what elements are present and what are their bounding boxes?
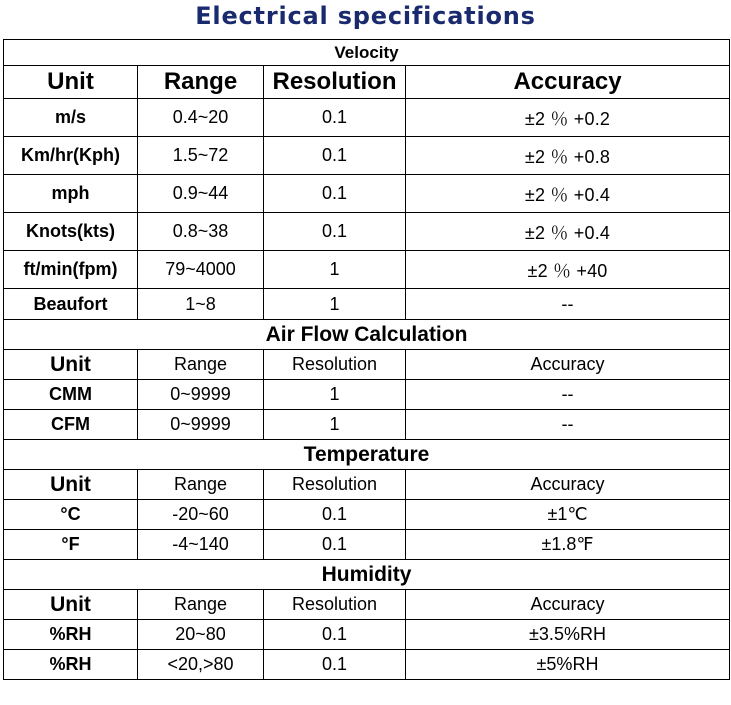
resolution-header: Resolution [264, 350, 406, 380]
table-row [4, 251, 730, 289]
accuracy-cell: ±2 ％ +0.4 [406, 175, 730, 213]
unit-header: Unit [4, 590, 138, 620]
resolution-cell: 0.1 [264, 650, 406, 680]
range-header: Range [138, 470, 264, 500]
table-row [4, 289, 730, 320]
range-cell: 0.4~20 [138, 99, 264, 137]
accuracy-cell: -- [406, 410, 730, 440]
resolution-cell: 1 [264, 410, 406, 440]
header-row [4, 590, 730, 620]
unit-cell: Beaufort [4, 289, 138, 320]
section-title: Humidity [4, 560, 730, 590]
range-cell: -20~60 [138, 500, 264, 530]
table-row [4, 530, 730, 560]
accuracy-cell: -- [406, 289, 730, 320]
section-velocity [4, 40, 730, 66]
range-header: Range [138, 590, 264, 620]
unit-cell: CMM [4, 380, 138, 410]
resolution-cell: 0.1 [264, 620, 406, 650]
section-humidity [4, 560, 730, 590]
accuracy-cell: ±2 ％ +0.2 [406, 99, 730, 137]
range-header: Range [138, 66, 264, 99]
unit-cell: Km/hr(Kph) [4, 137, 138, 175]
accuracy-header: Accuracy [406, 66, 730, 99]
accuracy-header: Accuracy [406, 350, 730, 380]
table-row [4, 620, 730, 650]
section-temperature [4, 440, 730, 470]
range-cell: <20,>80 [138, 650, 264, 680]
unit-cell: %RH [4, 620, 138, 650]
table-row [4, 380, 730, 410]
unit-cell: ft/min(fpm) [4, 251, 138, 289]
range-cell: 20~80 [138, 620, 264, 650]
table-row [4, 99, 730, 137]
resolution-cell: 1 [264, 380, 406, 410]
range-cell: 1.5~72 [138, 137, 264, 175]
table-row [4, 500, 730, 530]
accuracy-cell: ±2 ％ +40 [406, 251, 730, 289]
page-title: Electrical specifications [195, 2, 536, 30]
resolution-header: Resolution [264, 470, 406, 500]
unit-cell: °C [4, 500, 138, 530]
resolution-cell: 1 [264, 289, 406, 320]
header-row [4, 66, 730, 99]
section-air-flow [4, 320, 730, 350]
unit-header: Unit [4, 350, 138, 380]
range-cell: -4~140 [138, 530, 264, 560]
unit-cell: %RH [4, 650, 138, 680]
table-row [4, 137, 730, 175]
table-row [4, 175, 730, 213]
accuracy-header: Accuracy [406, 590, 730, 620]
unit-header: Unit [4, 66, 138, 99]
section-title: Velocity [4, 40, 730, 66]
resolution-cell: 0.1 [264, 175, 406, 213]
resolution-cell: 0.1 [264, 137, 406, 175]
unit-cell: mph [4, 175, 138, 213]
header-row [4, 470, 730, 500]
resolution-cell: 0.1 [264, 530, 406, 560]
accuracy-cell: ±5%RH [406, 650, 730, 680]
table-row [4, 410, 730, 440]
section-title: Temperature [4, 440, 730, 470]
accuracy-cell: ±1℃ [406, 500, 730, 530]
unit-cell: CFM [4, 410, 138, 440]
header-row [4, 350, 730, 380]
resolution-cell: 0.1 [264, 99, 406, 137]
specifications-table [3, 39, 730, 680]
range-cell: 0~9999 [138, 380, 264, 410]
resolution-header: Resolution [264, 66, 406, 99]
range-cell: 1~8 [138, 289, 264, 320]
table-row [4, 213, 730, 251]
accuracy-cell: ±2 ％ +0.4 [406, 213, 730, 251]
resolution-cell: 0.1 [264, 500, 406, 530]
resolution-cell: 0.1 [264, 213, 406, 251]
resolution-header: Resolution [264, 590, 406, 620]
unit-header: Unit [4, 470, 138, 500]
section-title: Air Flow Calculation [4, 320, 730, 350]
accuracy-header: Accuracy [406, 470, 730, 500]
resolution-cell: 1 [264, 251, 406, 289]
range-cell: 79~4000 [138, 251, 264, 289]
accuracy-cell: ±1.8℉ [406, 530, 730, 560]
unit-cell: m/s [4, 99, 138, 137]
accuracy-cell: ±2 ％ +0.8 [406, 137, 730, 175]
range-cell: 0.9~44 [138, 175, 264, 213]
range-header: Range [138, 350, 264, 380]
accuracy-cell: -- [406, 380, 730, 410]
unit-cell: °F [4, 530, 138, 560]
accuracy-cell: ±3.5%RH [406, 620, 730, 650]
unit-cell: Knots(kts) [4, 213, 138, 251]
range-cell: 0.8~38 [138, 213, 264, 251]
table-row [4, 650, 730, 680]
range-cell: 0~9999 [138, 410, 264, 440]
